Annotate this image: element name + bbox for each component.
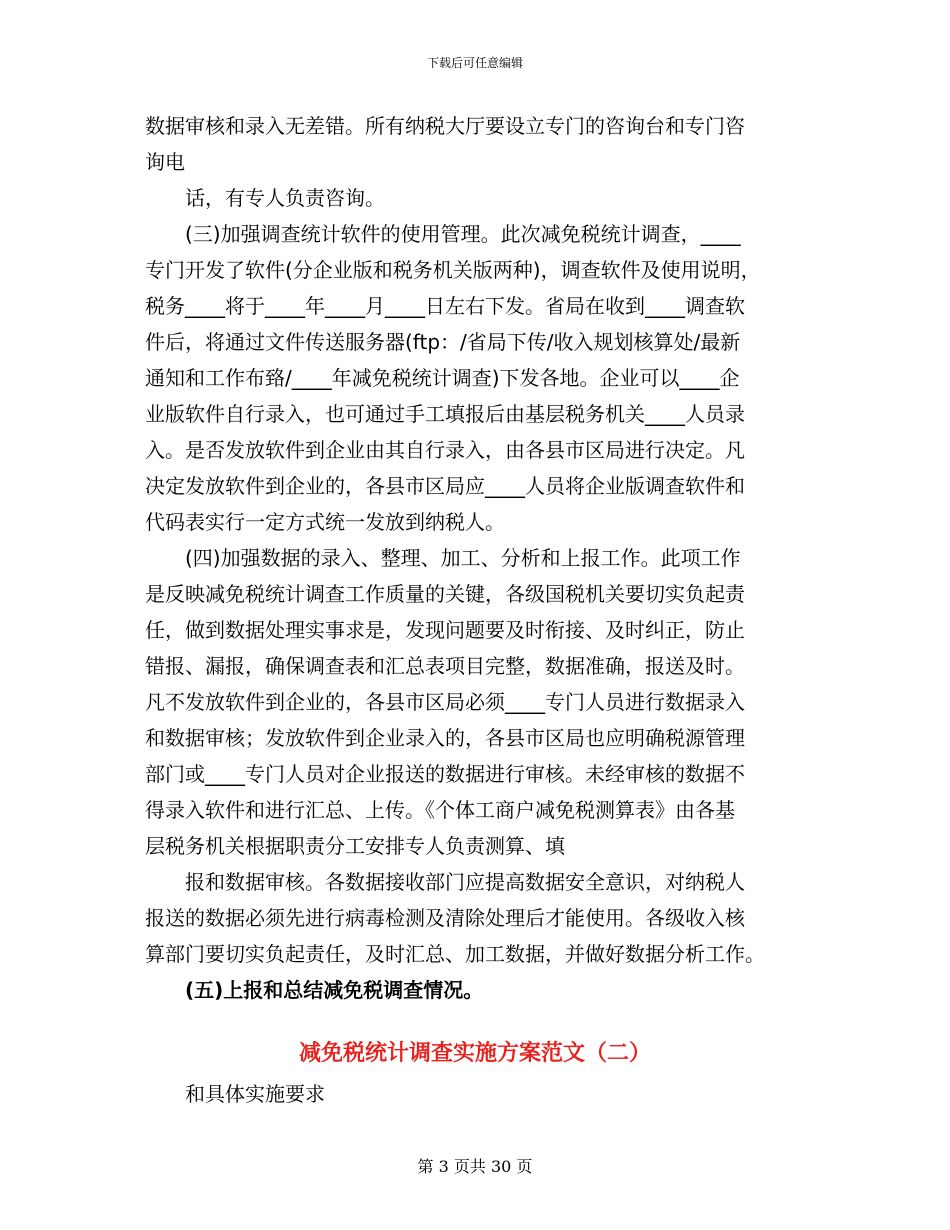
section-heading-line: (五)上报和总结减免税调查情况。 bbox=[185, 978, 484, 1002]
paragraph-line: 入。是否发放软件到企业由其自行录入，由各县市区局进行决定。凡 bbox=[145, 438, 745, 462]
paragraph-line: 和数据审核；发放软件到企业录入的，各县市区局也应明确税源管理 bbox=[145, 726, 745, 750]
document-section-title: 减免税统计调查实施方案范文（二） bbox=[298, 1041, 651, 1066]
paragraph-line: 部门或____专门人员对企业报送的数据进行审核。未经审核的数据不 bbox=[145, 762, 745, 786]
paragraph-line: 和具体实施要求 bbox=[185, 1082, 325, 1106]
paragraph-line: 话，有专人负责咨询。 bbox=[185, 186, 385, 210]
paragraph-line: 是反映减免税统计调查工作质量的关键，各级国税机关要切实负起责 bbox=[145, 582, 745, 606]
paragraph-line: 算部门要切实负起责任，及时汇总、加工数据，并做好数据分析工作。 bbox=[145, 942, 765, 966]
paragraph-line: 报和数据审核。各数据接收部门应提高数据安全意识，对纳税人 bbox=[185, 870, 745, 894]
paragraph-line: 代码表实行一定方式统一发放到纳税人。 bbox=[145, 510, 505, 534]
document-body bbox=[145, 108, 815, 1008]
paragraph-line: 通知和工作布臵/____年减免税统计调查)下发各地。企业可以____企 bbox=[145, 366, 740, 390]
page-header: 下载后可任意编辑 bbox=[426, 56, 523, 70]
paragraph-line: 业版软件自行录入，也可通过手工填报后由基层税务机关____人员录 bbox=[145, 402, 745, 426]
paragraph-line: 数据审核和录入无差错。所有纳税大厅要设立专门的咨询台和专门咨 bbox=[145, 114, 745, 138]
paragraph-line: 得录入软件和进行汇总、上传。《个体工商户减免税测算表》由各基 bbox=[145, 798, 735, 822]
paragraph-line: (四)加强数据的录入、整理、加工、分析和上报工作。此项工作 bbox=[185, 546, 741, 570]
page-number-footer: 第 3 页共 30 页 bbox=[417, 1157, 533, 1176]
paragraph-line: 件后，将通过文件传送服务器(ftp：/省局下传/收入规划核算处/最新 bbox=[145, 330, 741, 354]
paragraph-line: 税务____将于____年____月____日左右下发。省局在收到____调查软 bbox=[145, 294, 745, 318]
paragraph-line: 错报、漏报，确保调查表和汇总表项目完整，数据准确，报送及时。 bbox=[145, 654, 745, 678]
paragraph-line: 任，做到数据处理实事求是，发现问题要及时衔接、及时纠正，防止 bbox=[145, 618, 745, 642]
paragraph-line: 询电 bbox=[145, 150, 185, 174]
paragraph-line: 层税务机关根据职责分工安排专人负责测算、填 bbox=[145, 834, 565, 858]
paragraph-line: (三)加强调查统计软件的使用管理。此次减免税统计调查，____ bbox=[185, 222, 741, 246]
paragraph-line: 报送的数据必须先进行病毒检测及清除处理后才能使用。各级收入核 bbox=[145, 906, 745, 930]
paragraph-line: 凡不发放软件到企业的，各县市区局必须____专门人员进行数据录入 bbox=[145, 690, 745, 714]
paragraph-line: 决定发放软件到企业的，各县市区局应____人员将企业版调查软件和 bbox=[145, 474, 745, 498]
paragraph-line: 专门开发了软件(分企业版和税务机关版两种)，调查软件及使用说明， bbox=[145, 258, 761, 282]
